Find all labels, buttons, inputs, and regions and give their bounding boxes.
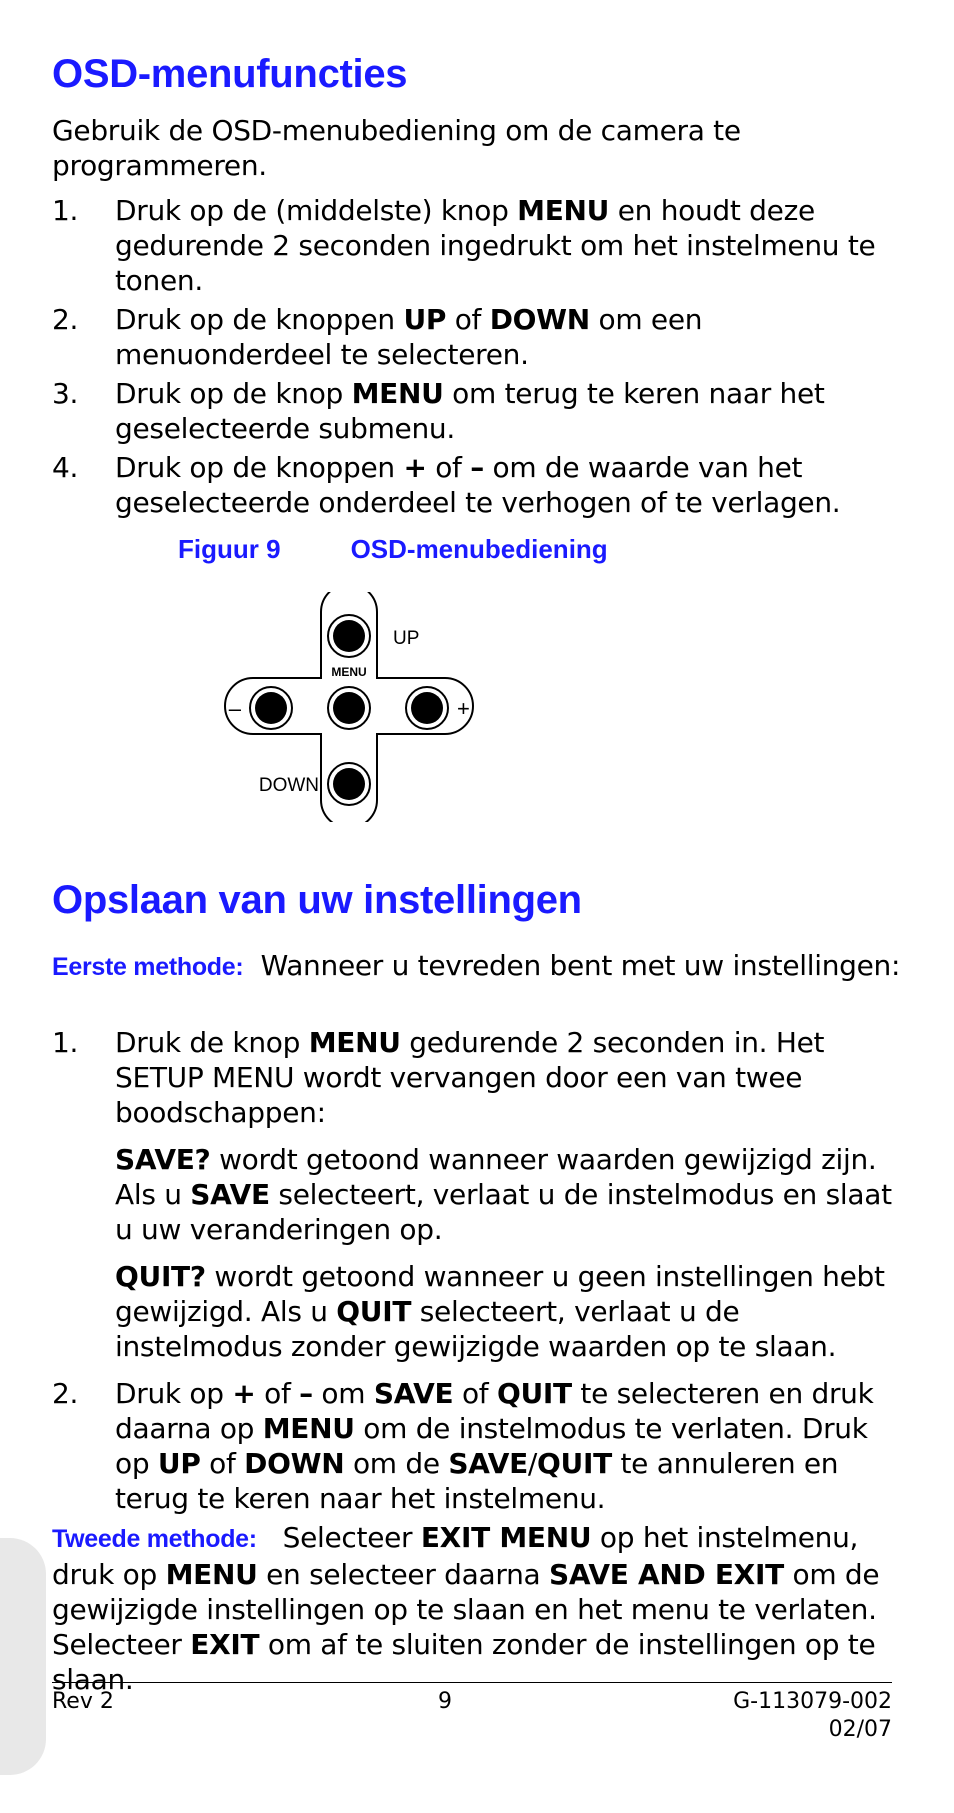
up-button [328, 615, 370, 657]
method2-label: Tweede methode: [52, 1525, 257, 1553]
side-tab [0, 1538, 46, 1775]
footer-page-number: 9 [438, 1689, 452, 1714]
method1-label: Eerste methode: [52, 953, 244, 981]
save-paragraph: SAVE? wordt getoond wanneer waarden gewijzigd zijn. Als u SAVE selecteert, verlaat u de instelmodus en slaat u uw veranderingen op. [115, 1143, 892, 1246]
plus-label: + [457, 696, 470, 721]
list-item: 2. Druk op + of – om SAVE of QUIT te selecteren en druk daarna op MENU om de instelmodus te verlaten. Druk op UP of DOWN om de SAVE/QUIT te annuleren en terug te keren naar het instelmenu. [52, 1377, 874, 1515]
list-item: 1. Druk op de (middelste) knop MENU en houdt deze gedurende 2 seconden ingedrukt om het instelmenu te tonen. [52, 194, 876, 297]
quit-paragraph: QUIT? wordt getoond wanneer u geen instellingen hebt gewijzigd. Als u QUIT selecteert, verlaat u de instelmodus zonder gewijzigde waarden op te slaan. [115, 1260, 885, 1363]
down-button [328, 763, 370, 805]
figure-label: Figuur 9 [178, 534, 281, 564]
list-item: 2. Druk op de knoppen UP of DOWN om een menuonderdeel te selecteren. [52, 303, 703, 371]
osd-control-pad-diagram [197, 592, 497, 822]
list-item: 3. Druk op de knop MENU om terug te keren naar het geselecteerde submenu. [52, 377, 825, 445]
menu-label: MENU [331, 665, 367, 679]
save-steps-list [52, 1025, 902, 1520]
plus-button [406, 687, 448, 729]
footer-doc-id: G-113079-002 02/07 [652, 1688, 892, 1744]
down-label: DOWN [258, 775, 319, 796]
section-title-osd: OSD-menufuncties [52, 52, 408, 96]
menu-button [328, 687, 370, 729]
osd-steps-list [52, 193, 902, 524]
footer-revision: Rev 2 [52, 1689, 114, 1714]
figure-title: OSD-menubediening [350, 534, 608, 564]
figure-caption [178, 534, 608, 565]
up-label: UP [393, 628, 420, 649]
intro-paragraph: Gebruik de OSD-menubediening om de camera te programmeren. [52, 114, 741, 182]
method1-intro: Eerste methode: Wanneer u tevreden bent met uw instellingen: [52, 949, 901, 982]
footer-date: 02/07 [828, 1717, 892, 1742]
section-title-save: Opslaan van uw instellingen [52, 878, 582, 922]
footer-divider [52, 1682, 892, 1683]
list-item: 4. Druk op de knoppen + of – om de waarde van het geselecteerde onderdeel te verhogen of te verlagen. [52, 451, 841, 519]
minus-label: – [228, 696, 241, 721]
list-item: 1. Druk de knop MENU gedurende 2 seconden in. Het SETUP MENU wordt vervangen door een van twee boodschappen: SAVE? wordt getoond wanneer waarden gewijzigd zijn. Als u SAVE selecteert, verlaat u de instelmodus en slaat u uw veranderingen op. QUIT? wordt getoond wanneer u geen instellingen hebt gewijzigd. Als u QUIT selecteert, verlaat u de instelmodus zonder gewijzigde waarden op te slaan. [52, 1025, 902, 1364]
method2-paragraph: Tweede methode: Selecteer EXIT MENU op het instelmenu, druk op MENU en selecteer daarna SAVE AND EXIT om de gewijzigde instellingen op te slaan en het menu te verlaten. Selecteer EXIT om af te sluiten zonder de instellingen op te slaan. [52, 1521, 880, 1696]
minus-button [250, 687, 292, 729]
